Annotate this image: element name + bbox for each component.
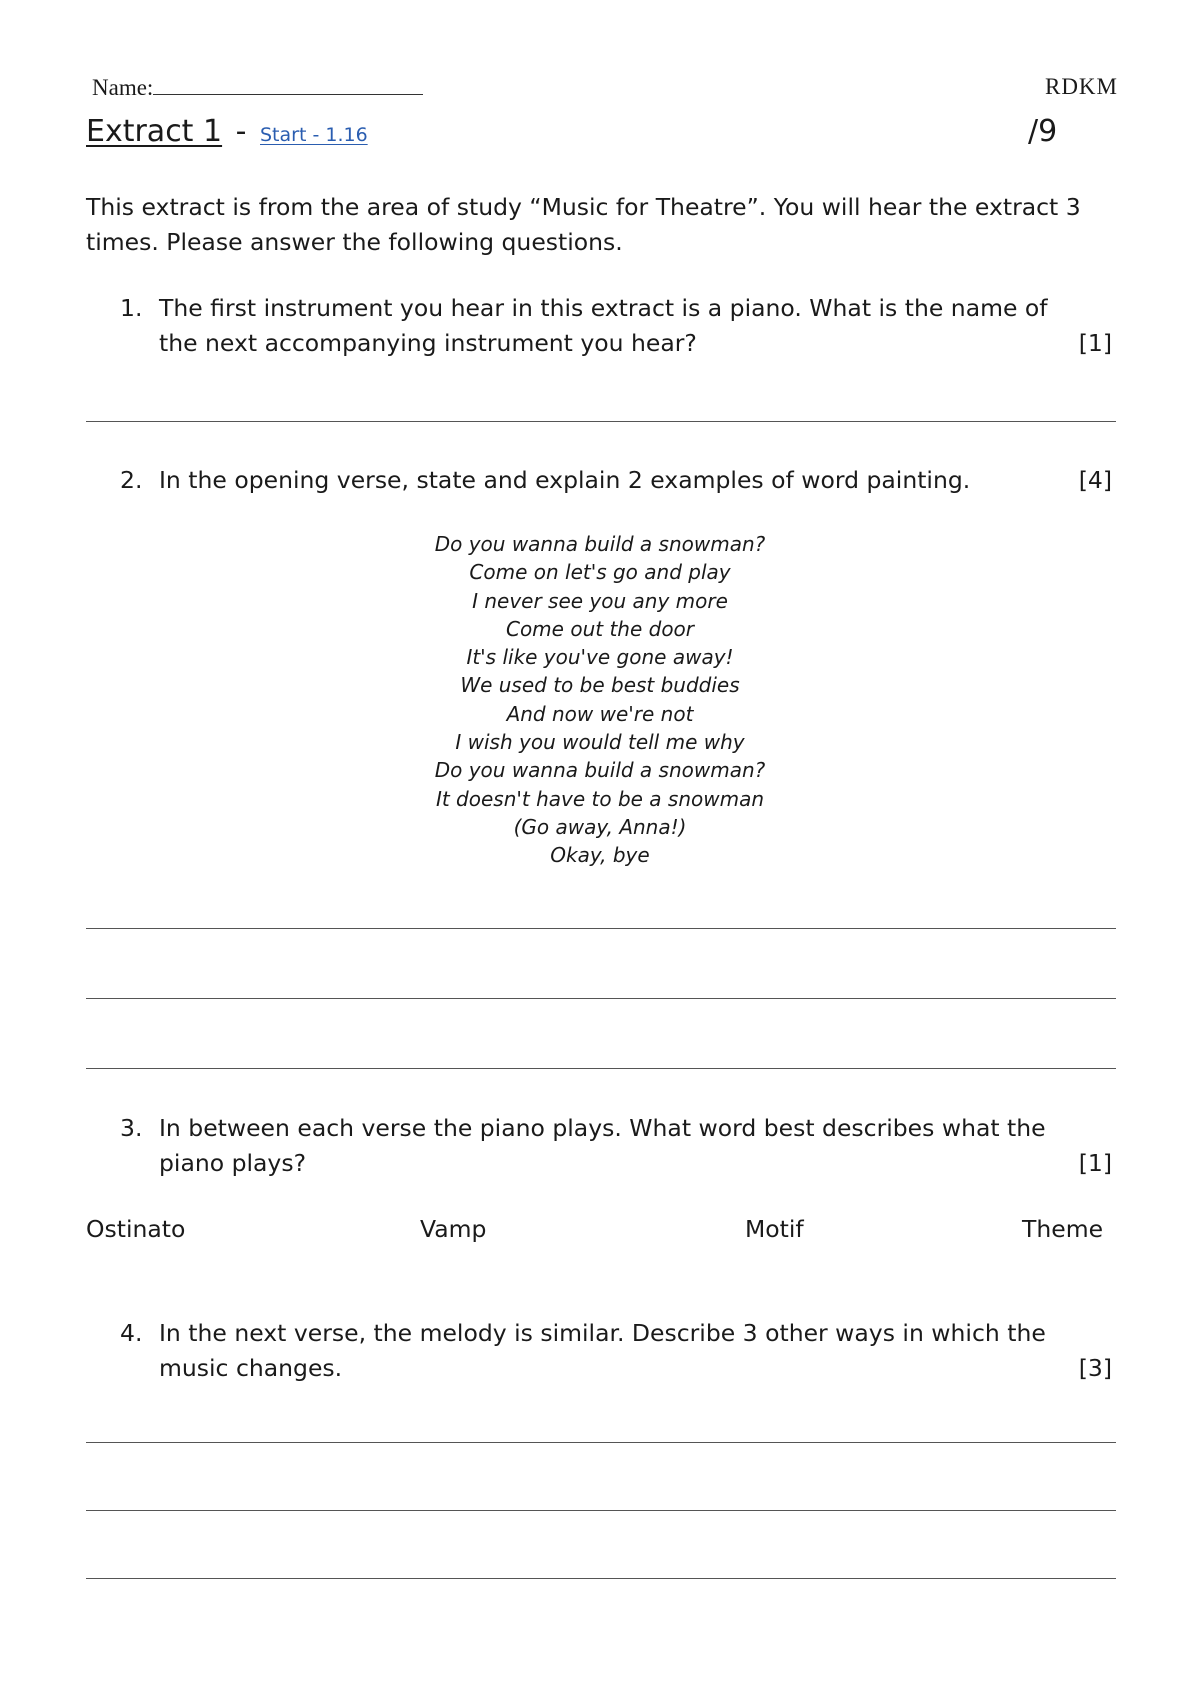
question-2-marks: [4]	[1078, 466, 1112, 494]
name-blank-line[interactable]	[153, 74, 423, 95]
question-4-number: 4.	[120, 1319, 143, 1347]
option-ostinato[interactable]: Ostinato	[86, 1215, 186, 1243]
lyric-line: Come on let's go and play	[469, 560, 731, 585]
lyric-line: I wish you would tell me why	[455, 730, 745, 755]
answer-line[interactable]	[86, 1510, 1116, 1511]
lyric-line: Okay, bye	[550, 843, 650, 868]
lyric-line: And now we're not	[506, 701, 694, 726]
total-score: /9	[1028, 114, 1058, 149]
lyric-line: It's like you've gone away!	[466, 645, 734, 670]
extract-timing-link[interactable]: Start - 1.16	[260, 124, 368, 146]
answer-line[interactable]	[86, 998, 1116, 999]
question-4-line-1: In the next verse, the melody is similar. Describe 3 other ways in which the	[159, 1319, 1046, 1347]
answer-line[interactable]	[86, 1578, 1116, 1579]
lyric-line: Come out the door	[505, 616, 695, 641]
title-separator: -	[235, 114, 247, 149]
answer-line[interactable]	[86, 928, 1116, 929]
question-3-line-1: In between each verse the piano plays. What word best describes what the	[159, 1114, 1046, 1142]
question-3-line-2: piano plays?	[159, 1149, 307, 1177]
question-4-line-2: music changes.	[159, 1354, 343, 1382]
question-1-line-1: The first instrument you hear in this extract is a piano. What is the name of	[159, 294, 1048, 322]
name-field[interactable]	[92, 74, 423, 101]
option-motif[interactable]: Motif	[745, 1215, 804, 1243]
lyric-line: It doesn't have to be a snowman	[435, 786, 765, 811]
intro-paragraph: This extract is from the area of study “Music for Theatre”. You will hear the extract 3 times. Please answer the following questions.	[86, 193, 1081, 256]
question-1-number: 1.	[120, 294, 143, 322]
lyrics-block	[300, 530, 900, 870]
question-2-line-1: In the opening verse, state and explain 2 examples of word painting.	[159, 466, 971, 494]
answer-line[interactable]	[86, 421, 1116, 422]
lyric-line: Do you wanna build a snowman?	[434, 758, 766, 783]
option-vamp[interactable]: Vamp	[420, 1215, 487, 1243]
lyric-line: Do you wanna build a snowman?	[434, 532, 766, 556]
answer-line[interactable]	[86, 1068, 1116, 1069]
question-3-number: 3.	[120, 1114, 143, 1142]
name-label: Name:	[92, 75, 154, 100]
question-4-marks: [3]	[1078, 1354, 1112, 1382]
answer-line[interactable]	[86, 1442, 1116, 1443]
lyric-line: I never see you any more	[472, 588, 728, 613]
extract-title: Extract 1	[86, 114, 223, 149]
teacher-code: RDKM	[1044, 74, 1118, 99]
question-3-marks: [1]	[1078, 1149, 1112, 1177]
question-1-marks: [1]	[1078, 329, 1112, 357]
question-1-line-2: the next accompanying instrument you hear?	[159, 329, 697, 357]
title-row	[86, 114, 368, 149]
lyric-line: We used to be best buddies	[460, 673, 740, 698]
question-2-number: 2.	[120, 466, 143, 494]
option-theme[interactable]: Theme	[1022, 1215, 1104, 1243]
lyric-line: (Go away, Anna!)	[513, 814, 687, 839]
